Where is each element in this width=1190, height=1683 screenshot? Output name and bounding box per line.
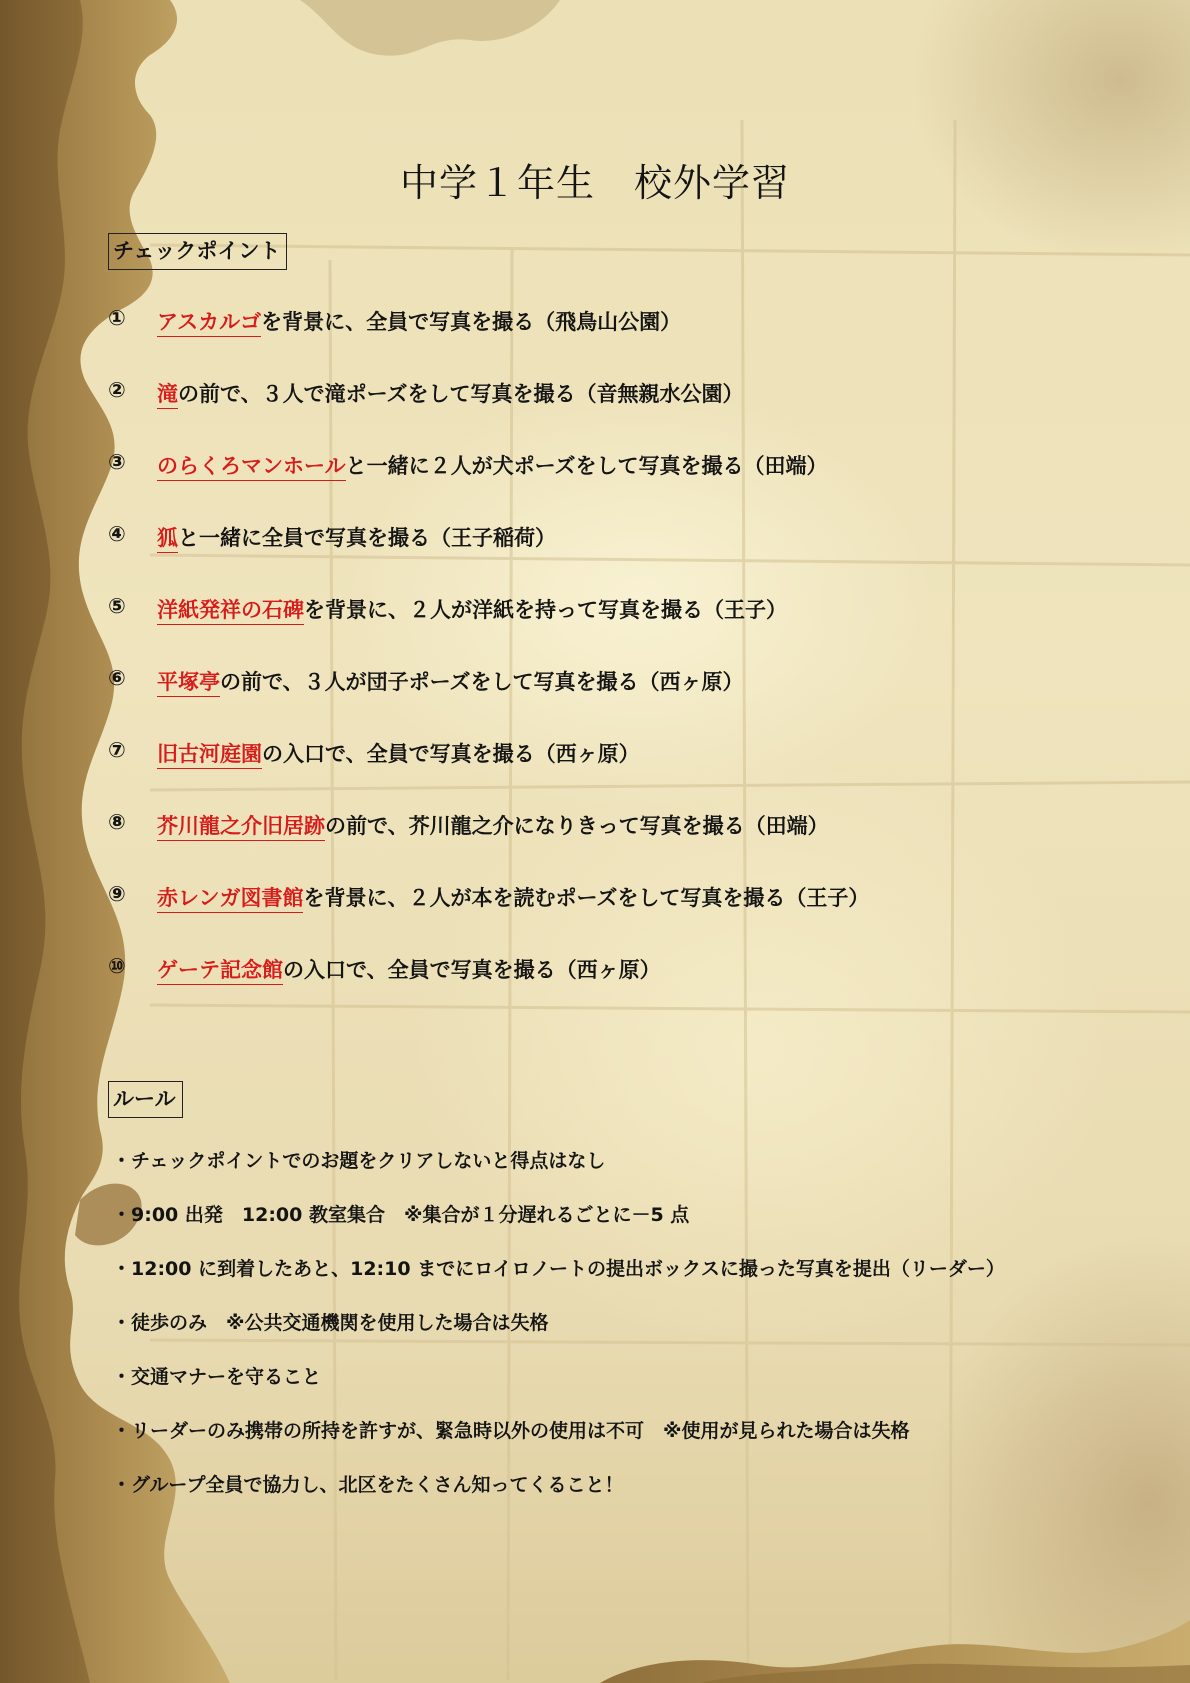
checkpoint-place: 旧古河庭園 xyxy=(157,742,262,769)
checkpoint-number: ⑤ xyxy=(108,594,126,618)
rule-item: ・リーダーのみ携帯の所持を許すが、緊急時以外の使用は不可 ※使用が見られた場合は失格 xyxy=(112,1420,910,1442)
checkpoint-number: ③ xyxy=(108,450,126,474)
rules-list xyxy=(112,1146,1005,1524)
checkpoint-place: アスカルゴ xyxy=(157,310,261,337)
page-title: 中学１年生 校外学習 xyxy=(399,161,790,205)
checkpoint-text: を背景に、全員で写真を撮る（飛鳥山公園） xyxy=(261,310,682,334)
rule-item: ・9:00 出発 12:00 教室集合 ※集合が１分遅れるごとに－5 点 xyxy=(112,1204,690,1226)
checkpoint-text: の入口で、全員で写真を撮る（西ヶ原） xyxy=(262,742,640,766)
checkpoint-number: ⑨ xyxy=(108,882,126,906)
checkpoint-text: と一緒に２人が犬ポーズをして写真を撮る（田端） xyxy=(345,454,828,478)
checkpoint-text: の前で、芥川龍之介になりきって写真を撮る（田端） xyxy=(325,814,829,838)
checkpoint-text: の入口で、全員で写真を撮る（西ヶ原） xyxy=(283,958,661,982)
checkpoint-text: の前で、３人で滝ポーズをして写真を撮る（音無親水公園） xyxy=(178,382,744,406)
checkpoint-number: ① xyxy=(108,306,126,330)
checkpoint-place: 赤レンガ図書館 xyxy=(157,886,303,913)
checkpoint-place: 狐 xyxy=(157,526,178,553)
checkpoint-number: ④ xyxy=(108,522,126,546)
checkpoint-number: ⑦ xyxy=(108,738,126,762)
checkpoint-place: 芥川龍之介旧居跡 xyxy=(157,814,325,841)
checkpoint-number: ② xyxy=(108,378,126,402)
rule-item: ・チェックポイントでのお題をクリアしないと得点はなし xyxy=(112,1150,606,1172)
checkpoint-place: のらくろマンホール xyxy=(157,454,346,481)
checkpoint-number: ⑩ xyxy=(108,954,126,978)
checkpoint-place: ゲーテ記念館 xyxy=(157,958,283,985)
rule-item: ・グループ全員で協力し、北区をたくさん知ってくること！ xyxy=(112,1474,624,1496)
checkpoint-number: ⑧ xyxy=(108,810,126,834)
checkpoint-place: 洋紙発祥の石碑 xyxy=(157,598,304,625)
checkpoint-heading: チェックポイント xyxy=(108,233,287,270)
rules-heading: ルール xyxy=(108,1081,183,1118)
checkpoint-text: を背景に、２人が洋紙を持って写真を撮る（王子） xyxy=(304,598,787,622)
checkpoint-text: の前で、３人が団子ポーズをして写真を撮る（西ヶ原） xyxy=(220,670,744,694)
checkpoint-number: ⑥ xyxy=(108,666,126,690)
rule-item: ・12:00 に到着したあと、12:10 までにロイロノートの提出ボックスに撮った写真を提出（リーダー） xyxy=(112,1258,1005,1280)
checkpoint-place: 滝 xyxy=(157,382,178,409)
checkpoint-text: を背景に、２人が本を読むポーズをして写真を撮る（王子） xyxy=(303,886,870,910)
checkpoint-place: 平塚亭 xyxy=(157,670,220,697)
checkpoint-text: と一緒に全員で写真を撮る（王子稲荷） xyxy=(178,526,556,550)
rule-item: ・交通マナーを守ること xyxy=(112,1366,322,1388)
rule-item: ・徒歩のみ ※公共交通機関を使用した場合は失格 xyxy=(112,1312,549,1334)
